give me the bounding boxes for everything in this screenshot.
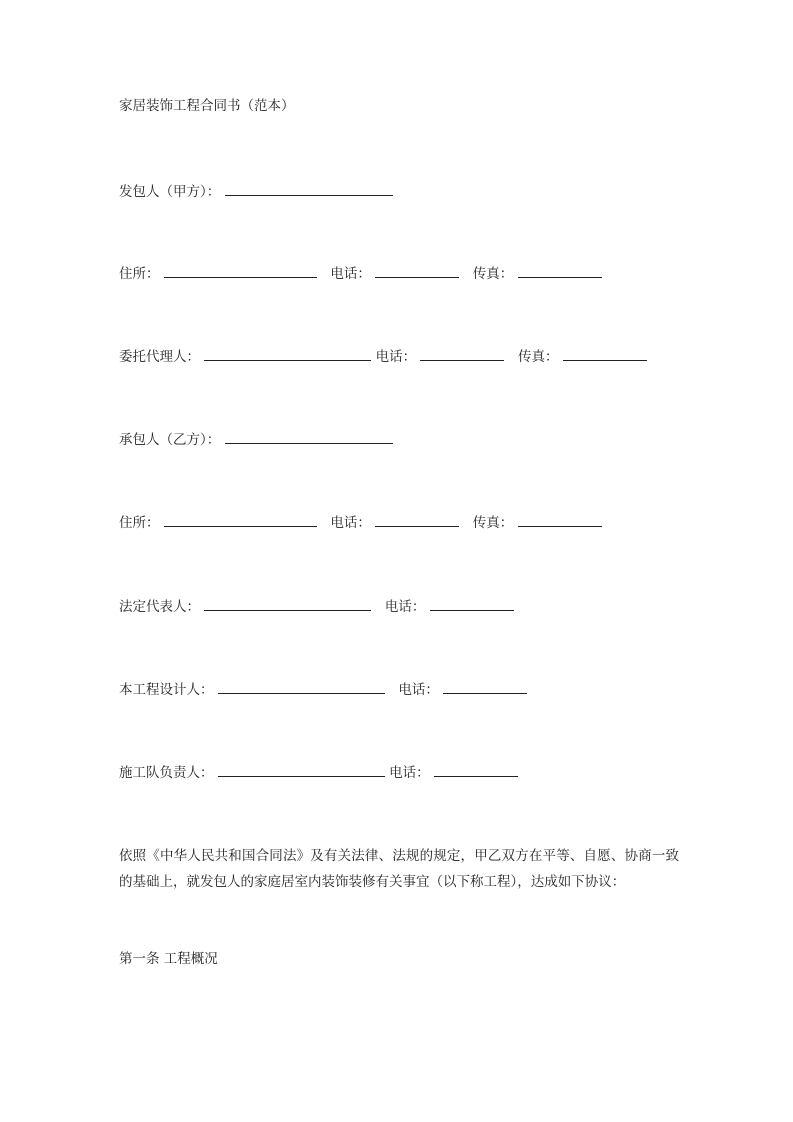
- employer-address-blank[interactable]: [164, 263, 317, 278]
- contractor-address-line: [119, 512, 602, 532]
- contractor-name-blank[interactable]: [225, 429, 393, 444]
- employer-fax-blank[interactable]: [518, 263, 602, 278]
- designer-phone-label: 电话：: [398, 682, 439, 698]
- agent-name-blank[interactable]: [204, 346, 371, 361]
- designer-phone-blank[interactable]: [443, 679, 527, 694]
- designer-line: [119, 679, 527, 699]
- contractor-phone-label: 电话：: [330, 515, 371, 531]
- agent-fax-blank[interactable]: [563, 346, 647, 361]
- team-leader-line: [119, 762, 518, 782]
- employer-name-blank[interactable]: [225, 181, 393, 196]
- designer-name-blank[interactable]: [218, 679, 385, 694]
- contractor-line: [119, 429, 393, 449]
- employer-label: 发包人（甲方）：: [119, 184, 221, 200]
- team-leader-label: 施工队负责人：: [119, 765, 214, 781]
- document-title: [119, 96, 295, 116]
- employer-phone-blank[interactable]: [375, 263, 459, 278]
- employer-address-label: 住所：: [119, 266, 160, 282]
- employer-address-line: [119, 263, 602, 283]
- team-leader-name-blank[interactable]: [218, 762, 385, 777]
- legal-rep-name-blank[interactable]: [204, 596, 371, 611]
- contractor-address-label: 住所：: [119, 515, 160, 531]
- legal-rep-label: 法定代表人：: [119, 599, 200, 615]
- team-leader-phone-label: 电话：: [389, 765, 430, 781]
- contractor-phone-blank[interactable]: [375, 512, 459, 527]
- agent-fax-label: 传真：: [517, 349, 559, 365]
- preamble-paragraph: 依照《中华人民共和国合同法》及有关法律、法规的规定，甲乙双方在平等、自愿、协商一致的基础上，就发包人的家庭居室内装饰装修有关事宜（以下称工程），达成如下协议：: [119, 848, 679, 890]
- contractor-fax-blank[interactable]: [518, 512, 602, 527]
- legal-rep-line: [119, 596, 514, 616]
- agent-phone-label: 电话：: [375, 349, 417, 365]
- agent-line: [119, 346, 647, 366]
- title-text: 家居装饰工程合同书（范本）: [119, 98, 295, 114]
- legal-rep-phone-label: 电话：: [384, 599, 426, 615]
- agent-label: 委托代理人：: [119, 349, 200, 365]
- employer-line: [119, 181, 393, 201]
- contractor-fax-label: 传真：: [472, 515, 514, 531]
- employer-fax-label: 传真：: [472, 266, 514, 282]
- employer-phone-label: 电话：: [330, 266, 371, 282]
- article1-heading: 第一条 工程概况: [119, 951, 218, 967]
- team-leader-phone-blank[interactable]: [434, 762, 518, 777]
- designer-label: 本工程设计人：: [119, 682, 214, 698]
- contractor-address-blank[interactable]: [164, 512, 317, 527]
- agent-phone-blank[interactable]: [420, 346, 504, 361]
- legal-rep-phone-blank[interactable]: [430, 596, 514, 611]
- contractor-label: 承包人（乙方）：: [119, 432, 221, 448]
